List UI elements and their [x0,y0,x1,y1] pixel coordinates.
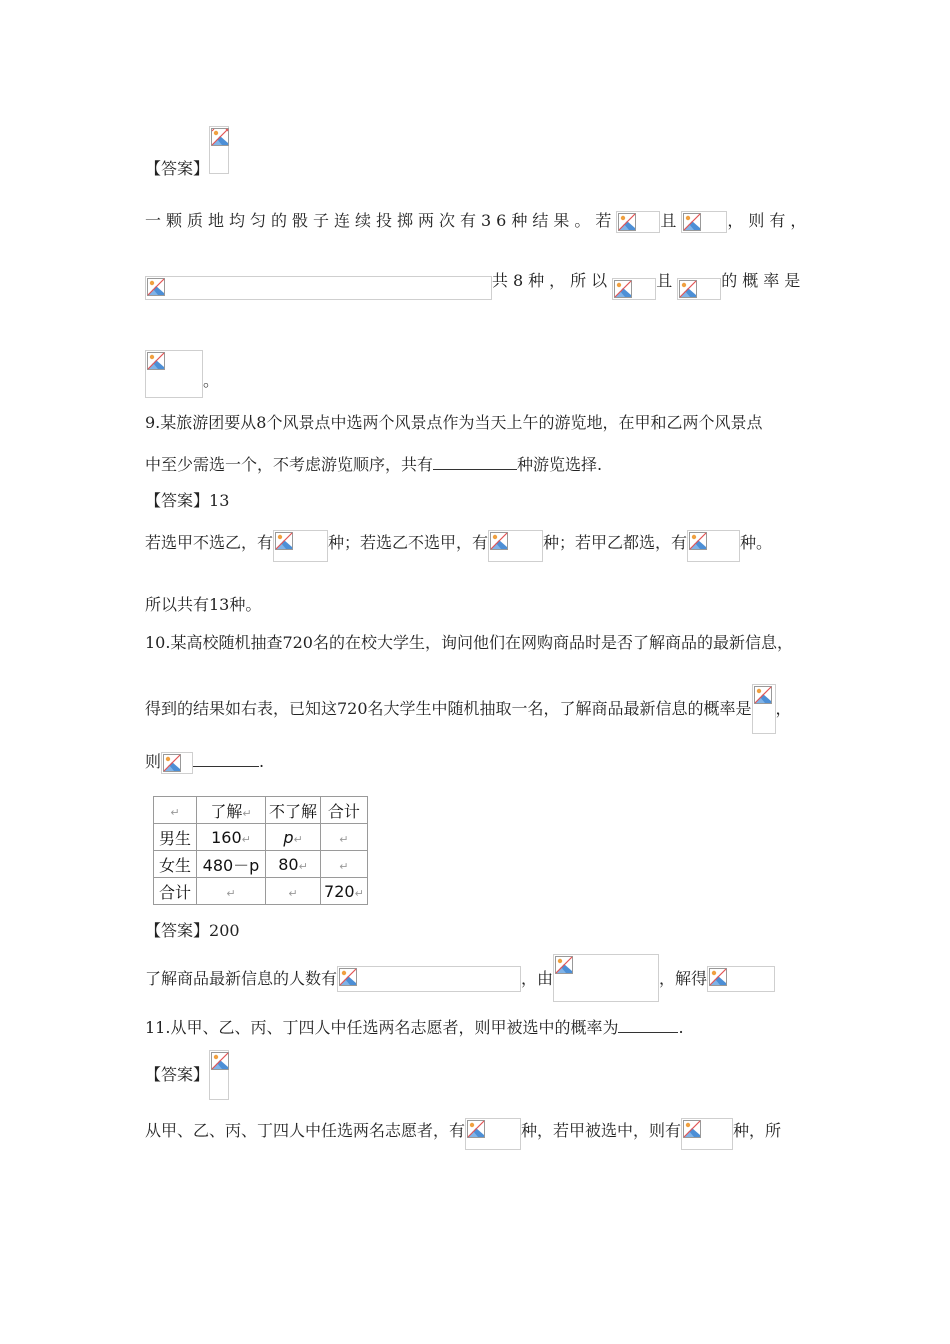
table-row-label: 男生 [154,824,197,851]
formula-image-icon [553,954,659,1002]
question-11-line1 [145,1016,684,1039]
question-10-line2 [145,684,792,734]
solution-text: 且 [660,211,682,230]
formula-image-icon [677,278,721,300]
table-cell: p↵ [266,824,321,851]
solution-text: 种；若甲乙都选，有 [543,533,688,552]
table-header: 了解↵ [197,797,266,824]
question-9-line2 [145,453,602,476]
table-header: 不了解 [266,797,321,824]
question-text: 10.某高校随机抽查720名的在校大学生，询问他们在网购商品时是否了解商品的最新信息， [145,633,793,652]
formula-image-icon [488,530,543,562]
formula-image-icon [707,966,775,992]
solution-text: 所以共有13种。 [145,595,262,614]
solution-text: 了解商品最新信息的人数有 [145,969,338,988]
solution-8-line3 [145,350,219,398]
question-10-line1 [145,632,793,654]
solution-text: 若选甲不选乙，有 [145,533,274,552]
question-text: ， [775,699,792,718]
formula-image-icon [752,684,776,734]
answer-blank [193,750,259,767]
solution-text: 种，若甲被选中，则有 [521,1121,682,1140]
solution-8-line1 [145,210,811,233]
solution-text: ，由 [521,969,554,988]
formula-image-icon [687,530,740,562]
formula-image-icon [612,278,656,300]
table-cell: 80↵ [266,851,321,878]
question-text: 中至少需选一个，不考虑游览顺序，共有 [145,455,434,474]
question-text: 11.从甲、乙、丙、丁四人中任选两名志愿者，则甲被选中的概率为 [145,1018,619,1037]
solution-9-line1 [145,530,772,562]
solution-text: 种；若选乙不选甲，有 [328,533,489,552]
table-cell: ↵ [321,851,368,878]
solution-text: 从甲、乙、丙、丁四人中任选两名志愿者，有 [145,1121,466,1140]
formula-image-icon [145,350,203,398]
table-row [154,824,368,851]
answer-label: 【答案】 [145,921,210,940]
survey-table [153,796,368,905]
formula-image-icon [337,966,521,992]
question-text: . [259,752,265,771]
answer-label: 【答案】 [145,1065,210,1084]
table-cell: ↵ [197,878,266,905]
question-text: 9.某旅游团要从8个风景点中选两个风景点作为当天上午的游览地，在甲和乙两个风景点 [145,413,763,432]
table-header-row [154,797,368,824]
formula-image-icon [681,211,727,233]
question-text: . [678,1018,684,1037]
table-row [154,878,368,905]
answer-row-8 [145,126,229,180]
formula-image-icon [145,276,492,300]
answer-row-11 [145,1050,229,1100]
answer-label: 【答案】 [145,159,210,178]
question-text: 得到的结果如右表，已知这720名大学生中随机抽取一名，了解商品最新信息的概率是 [145,699,752,718]
table-cell: ↵ [266,878,321,905]
formula-image-icon [273,530,328,562]
solution-text: 。 [203,371,220,390]
answer-blank [433,453,517,470]
answer-blank [618,1016,678,1033]
table-cell: 720↵ [321,878,368,905]
question-text: 则 [145,752,162,771]
answer-row-10 [145,920,240,942]
question-text: 种游览选择. [517,455,603,474]
solution-11-line1 [145,1118,781,1150]
broken-image-icon [209,126,229,174]
solution-8-line2 [145,270,805,300]
solution-text: ，则有， [727,211,812,230]
table-row-label: 女生 [154,851,197,878]
table-row [154,851,368,878]
table-cell: ↵ [154,797,197,824]
table-cell: 160↵ [197,824,266,851]
solution-text: 一颗质地均匀的骰子连续投掷两次有36种结果。若 [145,211,617,230]
table-row-label: 合计 [154,878,197,905]
answer-label: 【答案】 [145,491,210,510]
solution-text: 种，所 [733,1121,782,1140]
solution-text: 的概率是 [721,271,806,290]
question-10-line3 [145,750,264,774]
broken-image-icon [209,1050,229,1100]
answer-value: 200 [209,921,240,940]
formula-image-icon [465,1118,521,1150]
solution-9-total [145,594,261,616]
solution-text: 种。 [740,533,773,552]
answer-row-9 [145,490,229,512]
table-header: 合计 [321,797,368,824]
solution-text: 共8种，所以 [492,271,613,290]
answer-value: 13 [209,491,230,510]
table-cell: 480－p [197,851,266,878]
question-9-line1 [145,412,762,434]
solution-text: ，解得 [659,969,708,988]
formula-image-icon [681,1118,733,1150]
table-cell: ↵ [321,824,368,851]
formula-image-icon [616,211,660,233]
solution-text: 且 [656,271,678,290]
formula-image-icon [161,752,193,774]
solution-10-line1 [145,954,775,1002]
